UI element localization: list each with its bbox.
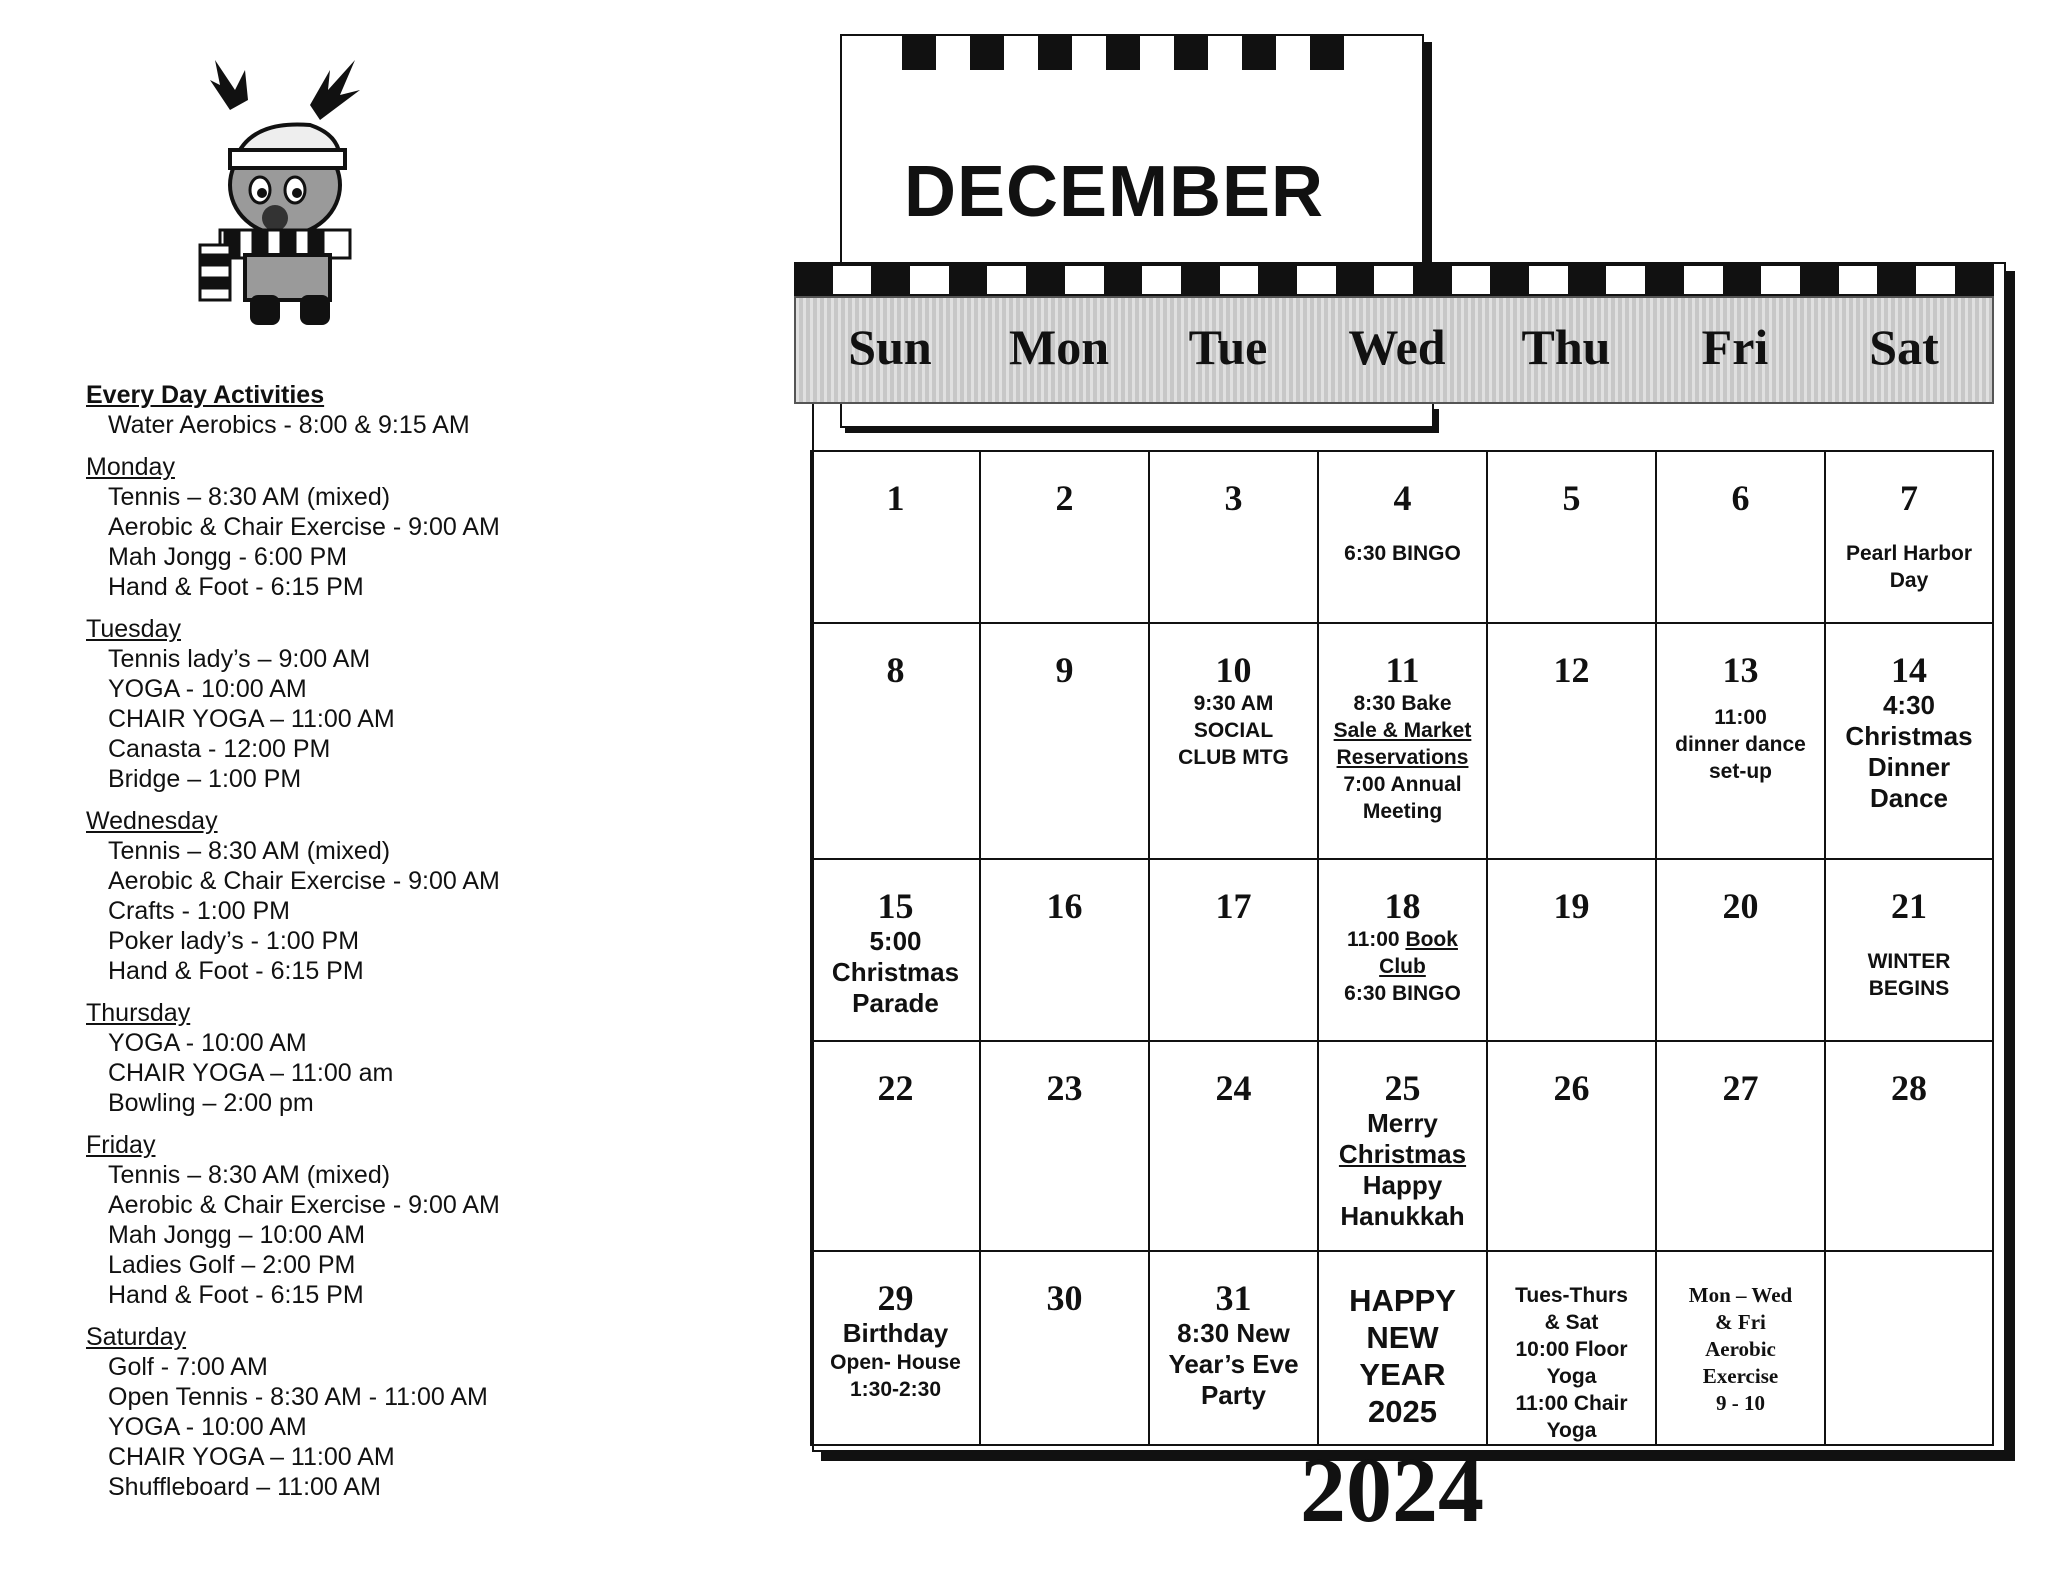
activity-item: Tennis – 8:30 AM (mixed) [108, 483, 391, 511]
checker-square [936, 36, 970, 70]
day-number: 1 [886, 478, 905, 518]
day-cell [1488, 1042, 1657, 1252]
event-text: Pearl Harbor [1845, 542, 1973, 565]
day-number: 17 [1215, 886, 1252, 926]
checker-square [1568, 266, 1607, 294]
day-name-wed: Wed [1348, 319, 1446, 375]
event-line [1319, 926, 1486, 953]
checker-square [1276, 36, 1310, 70]
day-cell [1488, 1252, 1657, 1444]
event-line [1319, 1356, 1486, 1393]
event-line [1488, 1309, 1655, 1336]
event-text: 2025 [1368, 1394, 1437, 1429]
checker-square [1242, 36, 1276, 70]
day-cell [1657, 452, 1826, 624]
day-number: 13 [1722, 650, 1759, 690]
checker-border [902, 36, 1344, 70]
event-text: 8:30 Bake [1353, 692, 1452, 715]
event-line [812, 926, 979, 957]
activity-item: CHAIR YOGA – 11:00 AM [108, 705, 395, 733]
event-line [1488, 1390, 1655, 1417]
day-number: 5 [1562, 478, 1581, 518]
event-text: 11:00 [1714, 706, 1767, 729]
event-line [1319, 798, 1486, 825]
day-cell [1319, 860, 1488, 1042]
checker-square [1142, 266, 1181, 294]
event-text: Christmas [831, 957, 960, 987]
day-number: 4 [1393, 478, 1412, 518]
event-text: Tues-Thurs [1515, 1284, 1628, 1307]
checker-square [1684, 266, 1723, 294]
activities-list [86, 380, 686, 1514]
day-cell [981, 860, 1150, 1042]
day-number: 24 [1215, 1068, 1252, 1108]
event-text: Happy [1362, 1170, 1443, 1200]
checker-square [1026, 266, 1065, 294]
event-line [1657, 1390, 1824, 1417]
event-text: Party [1200, 1380, 1267, 1410]
day-cell [1150, 860, 1319, 1042]
checker-square [871, 266, 910, 294]
event-line [1319, 1282, 1486, 1319]
day-cell [1319, 1042, 1488, 1252]
event-text: Christmas [1338, 1139, 1467, 1169]
day-number: 26 [1553, 1068, 1590, 1108]
event-text: HAPPY [1349, 1283, 1456, 1318]
day-number: 21 [1891, 886, 1927, 926]
event-text: 9:30 AM [1193, 692, 1274, 715]
event-line [1319, 1139, 1486, 1170]
checker-square [1877, 266, 1916, 294]
day-cell [1488, 860, 1657, 1042]
event-line [1488, 1336, 1655, 1363]
event-text: 6:30 BINGO [1344, 542, 1461, 565]
activity-item: Aerobic & Chair Exercise - 9:00 AM [108, 1191, 500, 1219]
activity-section-heading: Monday [86, 453, 175, 481]
day-name-thu: Thu [1521, 319, 1611, 375]
event-line [1488, 1417, 1655, 1444]
day-number: 16 [1046, 886, 1083, 926]
checker-square [1104, 266, 1143, 294]
checker-square [1413, 266, 1452, 294]
activity-item: Bridge – 1:00 PM [108, 765, 302, 793]
activity-item: YOGA - 10:00 AM [108, 675, 307, 703]
activity-item: YOGA - 10:00 AM [108, 1029, 307, 1057]
day-number: 28 [1891, 1068, 1927, 1108]
day-name-sun: Sun [848, 319, 932, 375]
event-line [812, 1376, 979, 1403]
activity-item: YOGA - 10:00 AM [108, 1413, 307, 1441]
day-number: 6 [1731, 478, 1750, 518]
day-cell [981, 452, 1150, 624]
day-name-fri: Fri [1701, 319, 1769, 375]
day-number: 22 [877, 1068, 914, 1108]
activity-item: Hand & Foot - 6:15 PM [108, 957, 364, 985]
day-cell [981, 1042, 1150, 1252]
activity-item: Mah Jongg - 6:00 PM [108, 543, 348, 571]
event-line [1150, 1349, 1317, 1380]
day-name-sat: Sat [1869, 319, 1939, 375]
activity-item: Bowling – 2:00 pm [108, 1089, 314, 1117]
checker-square [1220, 266, 1259, 294]
checker-square [1529, 266, 1568, 294]
activity-item: Tennis – 8:30 AM (mixed) [108, 1161, 391, 1189]
event-line [1150, 1380, 1317, 1411]
day-cell [1826, 860, 1992, 1042]
event-line [812, 957, 979, 988]
day-number: 7 [1900, 478, 1918, 518]
event-line [1319, 771, 1486, 798]
event-line [1826, 948, 1992, 975]
activity-item: Ladies Golf – 2:00 PM [108, 1251, 356, 1279]
activity-item: Mah Jongg – 10:00 AM [108, 1221, 366, 1249]
event-text: 7:00 Annual [1343, 773, 1462, 796]
event-text: Dance [1869, 783, 1949, 813]
event-line [1826, 690, 1992, 721]
activity-section [86, 380, 686, 440]
event-text: Merry [1367, 1108, 1438, 1138]
event-line [1150, 690, 1317, 717]
activity-item: Aerobic & Chair Exercise - 9:00 AM [108, 867, 500, 895]
event-text: SOCIAL [1193, 719, 1274, 742]
activity-item: Poker lady’s - 1:00 PM [108, 927, 360, 955]
event-line [1319, 744, 1486, 771]
event-line [1826, 540, 1992, 567]
event-text: CLUB MTG [1178, 746, 1289, 769]
checker-square [1072, 36, 1106, 70]
event-line [1657, 1282, 1824, 1309]
event-line [1319, 953, 1486, 980]
event-line [1657, 758, 1824, 785]
day-cell [1826, 624, 1992, 860]
day-cell [1319, 452, 1488, 624]
event-line [1319, 540, 1486, 567]
activity-section-heading: Saturday [86, 1323, 187, 1351]
event-text: Parade [852, 988, 939, 1018]
activity-item: CHAIR YOGA – 11:00 AM [108, 1443, 395, 1471]
checker-square [1140, 36, 1174, 70]
activity-section [86, 806, 686, 986]
event-line [1657, 704, 1824, 731]
checker-square [1174, 36, 1208, 70]
day-cell [1826, 1042, 1992, 1252]
day-number: 20 [1722, 886, 1759, 926]
day-cell [1657, 860, 1826, 1042]
event-text: WINTER [1867, 950, 1951, 973]
checker-strip [794, 262, 1994, 298]
event-text: Exercise [1702, 1364, 1779, 1388]
event-text: Club [1379, 955, 1426, 978]
event-text: 11:00 [1347, 928, 1406, 951]
event-text: set-up [1709, 760, 1772, 783]
day-number: 18 [1384, 886, 1421, 926]
event-text: & Sat [1544, 1311, 1599, 1334]
event-line [1657, 1336, 1824, 1363]
event-text: Year’s Eve [1168, 1349, 1299, 1379]
event-line [1319, 1319, 1486, 1356]
day-number: 25 [1384, 1068, 1421, 1108]
event-text: Birthday [842, 1318, 949, 1348]
activity-section-heading: Thursday [86, 999, 191, 1027]
day-cell [1150, 1252, 1319, 1444]
checker-square [1258, 266, 1297, 294]
banner-tab [840, 404, 1434, 428]
day-number: 23 [1046, 1068, 1083, 1108]
day-number: 8 [886, 650, 905, 690]
event-line [1826, 783, 1992, 814]
activity-item: Crafts - 1:00 PM [108, 897, 290, 925]
checker-square [1761, 266, 1800, 294]
checker-square [1038, 36, 1072, 70]
event-text: Sale & Market [1333, 719, 1472, 742]
event-line [1826, 752, 1992, 783]
event-line [1150, 717, 1317, 744]
event-line [1150, 1318, 1317, 1349]
activity-item: Tennis lady’s – 9:00 AM [108, 645, 371, 673]
checker-square [1065, 266, 1104, 294]
activity-item: Aerobic & Chair Exercise - 9:00 AM [108, 513, 500, 541]
event-text: Day [1889, 569, 1929, 592]
month-title: DECEMBER [904, 152, 1325, 232]
day-number: 3 [1224, 478, 1243, 518]
day-cell [981, 1252, 1150, 1444]
month-header-card [840, 34, 1424, 268]
event-line [1657, 1363, 1824, 1390]
event-text: Christmas [1845, 721, 1973, 751]
day-cell [812, 452, 981, 624]
activity-item: CHAIR YOGA – 11:00 am [108, 1059, 394, 1087]
day-number: 11 [1385, 650, 1420, 690]
activity-item: Tennis – 8:30 AM (mixed) [108, 837, 391, 865]
checker-square [1916, 266, 1955, 294]
activity-item: Open Tennis - 8:30 AM - 11:00 AM [108, 1383, 488, 1411]
activity-item: Hand & Foot - 6:15 PM [108, 1281, 364, 1309]
day-cell [1488, 452, 1657, 624]
day-cell [1150, 624, 1319, 860]
day-name-tue: Tue [1188, 319, 1268, 375]
event-line [1657, 731, 1824, 758]
day-cell [1150, 452, 1319, 624]
event-text: Hanukkah [1340, 1201, 1465, 1231]
event-text: Mon – Wed [1688, 1283, 1793, 1307]
day-number: 15 [877, 886, 914, 926]
event-text: 10:00 Floor [1515, 1338, 1628, 1361]
checker-square [987, 266, 1026, 294]
event-text: Open- House [830, 1351, 961, 1374]
checker-square [833, 266, 872, 294]
day-number: 2 [1055, 478, 1074, 518]
activity-section-heading: Wednesday [86, 807, 218, 835]
event-text-suffix: Book [1405, 928, 1458, 951]
event-line [1488, 1282, 1655, 1309]
event-line [1319, 1170, 1486, 1201]
checker-square [1800, 266, 1839, 294]
event-text: Meeting [1362, 800, 1443, 823]
checker-square [1181, 266, 1220, 294]
event-text: dinner dance [1675, 733, 1806, 756]
day-number: 31 [1215, 1278, 1252, 1318]
checker-square [1490, 266, 1529, 294]
day-number: 12 [1553, 650, 1590, 690]
event-text: 9 - 10 [1716, 1391, 1765, 1415]
checker-square [1452, 266, 1491, 294]
event-text: BEGINS [1868, 977, 1950, 1000]
checker-square [949, 266, 988, 294]
day-cell [812, 1042, 981, 1252]
event-line [1319, 980, 1486, 1007]
event-line [812, 988, 979, 1019]
event-line [812, 1349, 979, 1376]
event-line [1150, 744, 1317, 771]
day-cell [812, 624, 981, 860]
calendar-grid [810, 450, 1994, 1446]
activity-section-heading: Friday [86, 1131, 156, 1159]
event-text: 11:00 Chair [1515, 1392, 1628, 1415]
day-number: 29 [877, 1278, 914, 1318]
day-cell [1488, 624, 1657, 860]
day-cell [1319, 624, 1488, 860]
day-names-banner [794, 296, 1994, 404]
event-line [1488, 1363, 1655, 1390]
event-text: 6:30 BINGO [1344, 982, 1461, 1005]
checker-square [1208, 36, 1242, 70]
event-line [1826, 567, 1992, 594]
day-cell [812, 860, 981, 1042]
event-text: Yoga [1546, 1365, 1597, 1388]
activity-section [86, 998, 686, 1118]
checker-square [1606, 266, 1645, 294]
activity-section [86, 1322, 686, 1502]
checker-square [1336, 266, 1375, 294]
checker-square [910, 266, 949, 294]
activity-section [86, 614, 686, 794]
checker-square [1955, 266, 1994, 294]
event-text: Aerobic [1705, 1337, 1776, 1361]
activity-item: Shuffleboard – 11:00 AM [108, 1473, 381, 1501]
day-number: 14 [1891, 650, 1927, 690]
day-cell [981, 624, 1150, 860]
checker-square [1723, 266, 1762, 294]
event-text: 8:30 New [1177, 1318, 1290, 1348]
day-number: 19 [1553, 886, 1590, 926]
event-text: 1:30-2:30 [849, 1378, 942, 1401]
activity-section-heading: Tuesday [86, 615, 181, 643]
reindeer-icon [190, 50, 390, 335]
event-line [812, 1318, 979, 1349]
activity-item: Hand & Foot - 6:15 PM [108, 573, 364, 601]
event-line [1319, 1393, 1486, 1430]
checker-square [970, 36, 1004, 70]
day-cell [1657, 1252, 1826, 1444]
activity-item: Golf - 7:00 AM [108, 1353, 268, 1381]
event-line [1319, 1108, 1486, 1139]
event-line [1826, 721, 1992, 752]
checker-square [1310, 36, 1344, 70]
checker-square [902, 36, 936, 70]
event-text: 4:30 [1882, 690, 1936, 720]
activity-section-heading: Every Day Activities [86, 381, 325, 409]
checker-square [1004, 36, 1038, 70]
day-cell [1319, 1252, 1488, 1444]
day-cell [1150, 1042, 1319, 1252]
event-text: & Fri [1715, 1310, 1766, 1334]
checker-square [1297, 266, 1336, 294]
day-name-mon: Mon [1009, 319, 1109, 375]
day-cell [1826, 452, 1992, 624]
event-text: Yoga [1546, 1419, 1597, 1442]
checker-square [1106, 36, 1140, 70]
event-text: Dinner [1867, 752, 1951, 782]
year-label: 2024 [1300, 1439, 1484, 1541]
event-line [1826, 975, 1992, 1002]
day-number: 27 [1722, 1068, 1759, 1108]
activity-section [86, 1130, 686, 1310]
event-line [1319, 717, 1486, 744]
event-text: Reservations [1336, 746, 1469, 769]
day-cell [1826, 1252, 1992, 1444]
day-cell [812, 1252, 981, 1444]
day-cell [1657, 1042, 1826, 1252]
activity-item: Water Aerobics - 8:00 & 9:15 AM [108, 411, 470, 439]
event-text: 5:00 [869, 926, 922, 956]
day-number: 9 [1055, 650, 1074, 690]
day-number: 30 [1046, 1278, 1083, 1318]
checker-square [1374, 266, 1413, 294]
activity-item: Canasta - 12:00 PM [108, 735, 331, 763]
checker-square [794, 266, 833, 294]
checker-square [1839, 266, 1878, 294]
day-cell [1657, 624, 1826, 860]
event-line [1319, 690, 1486, 717]
activity-section [86, 452, 686, 602]
checker-square [1645, 266, 1684, 294]
event-text: YEAR [1359, 1357, 1446, 1392]
event-line [1657, 1309, 1824, 1336]
event-text: NEW [1366, 1320, 1439, 1355]
event-line [1319, 1201, 1486, 1232]
day-number: 10 [1215, 650, 1252, 690]
